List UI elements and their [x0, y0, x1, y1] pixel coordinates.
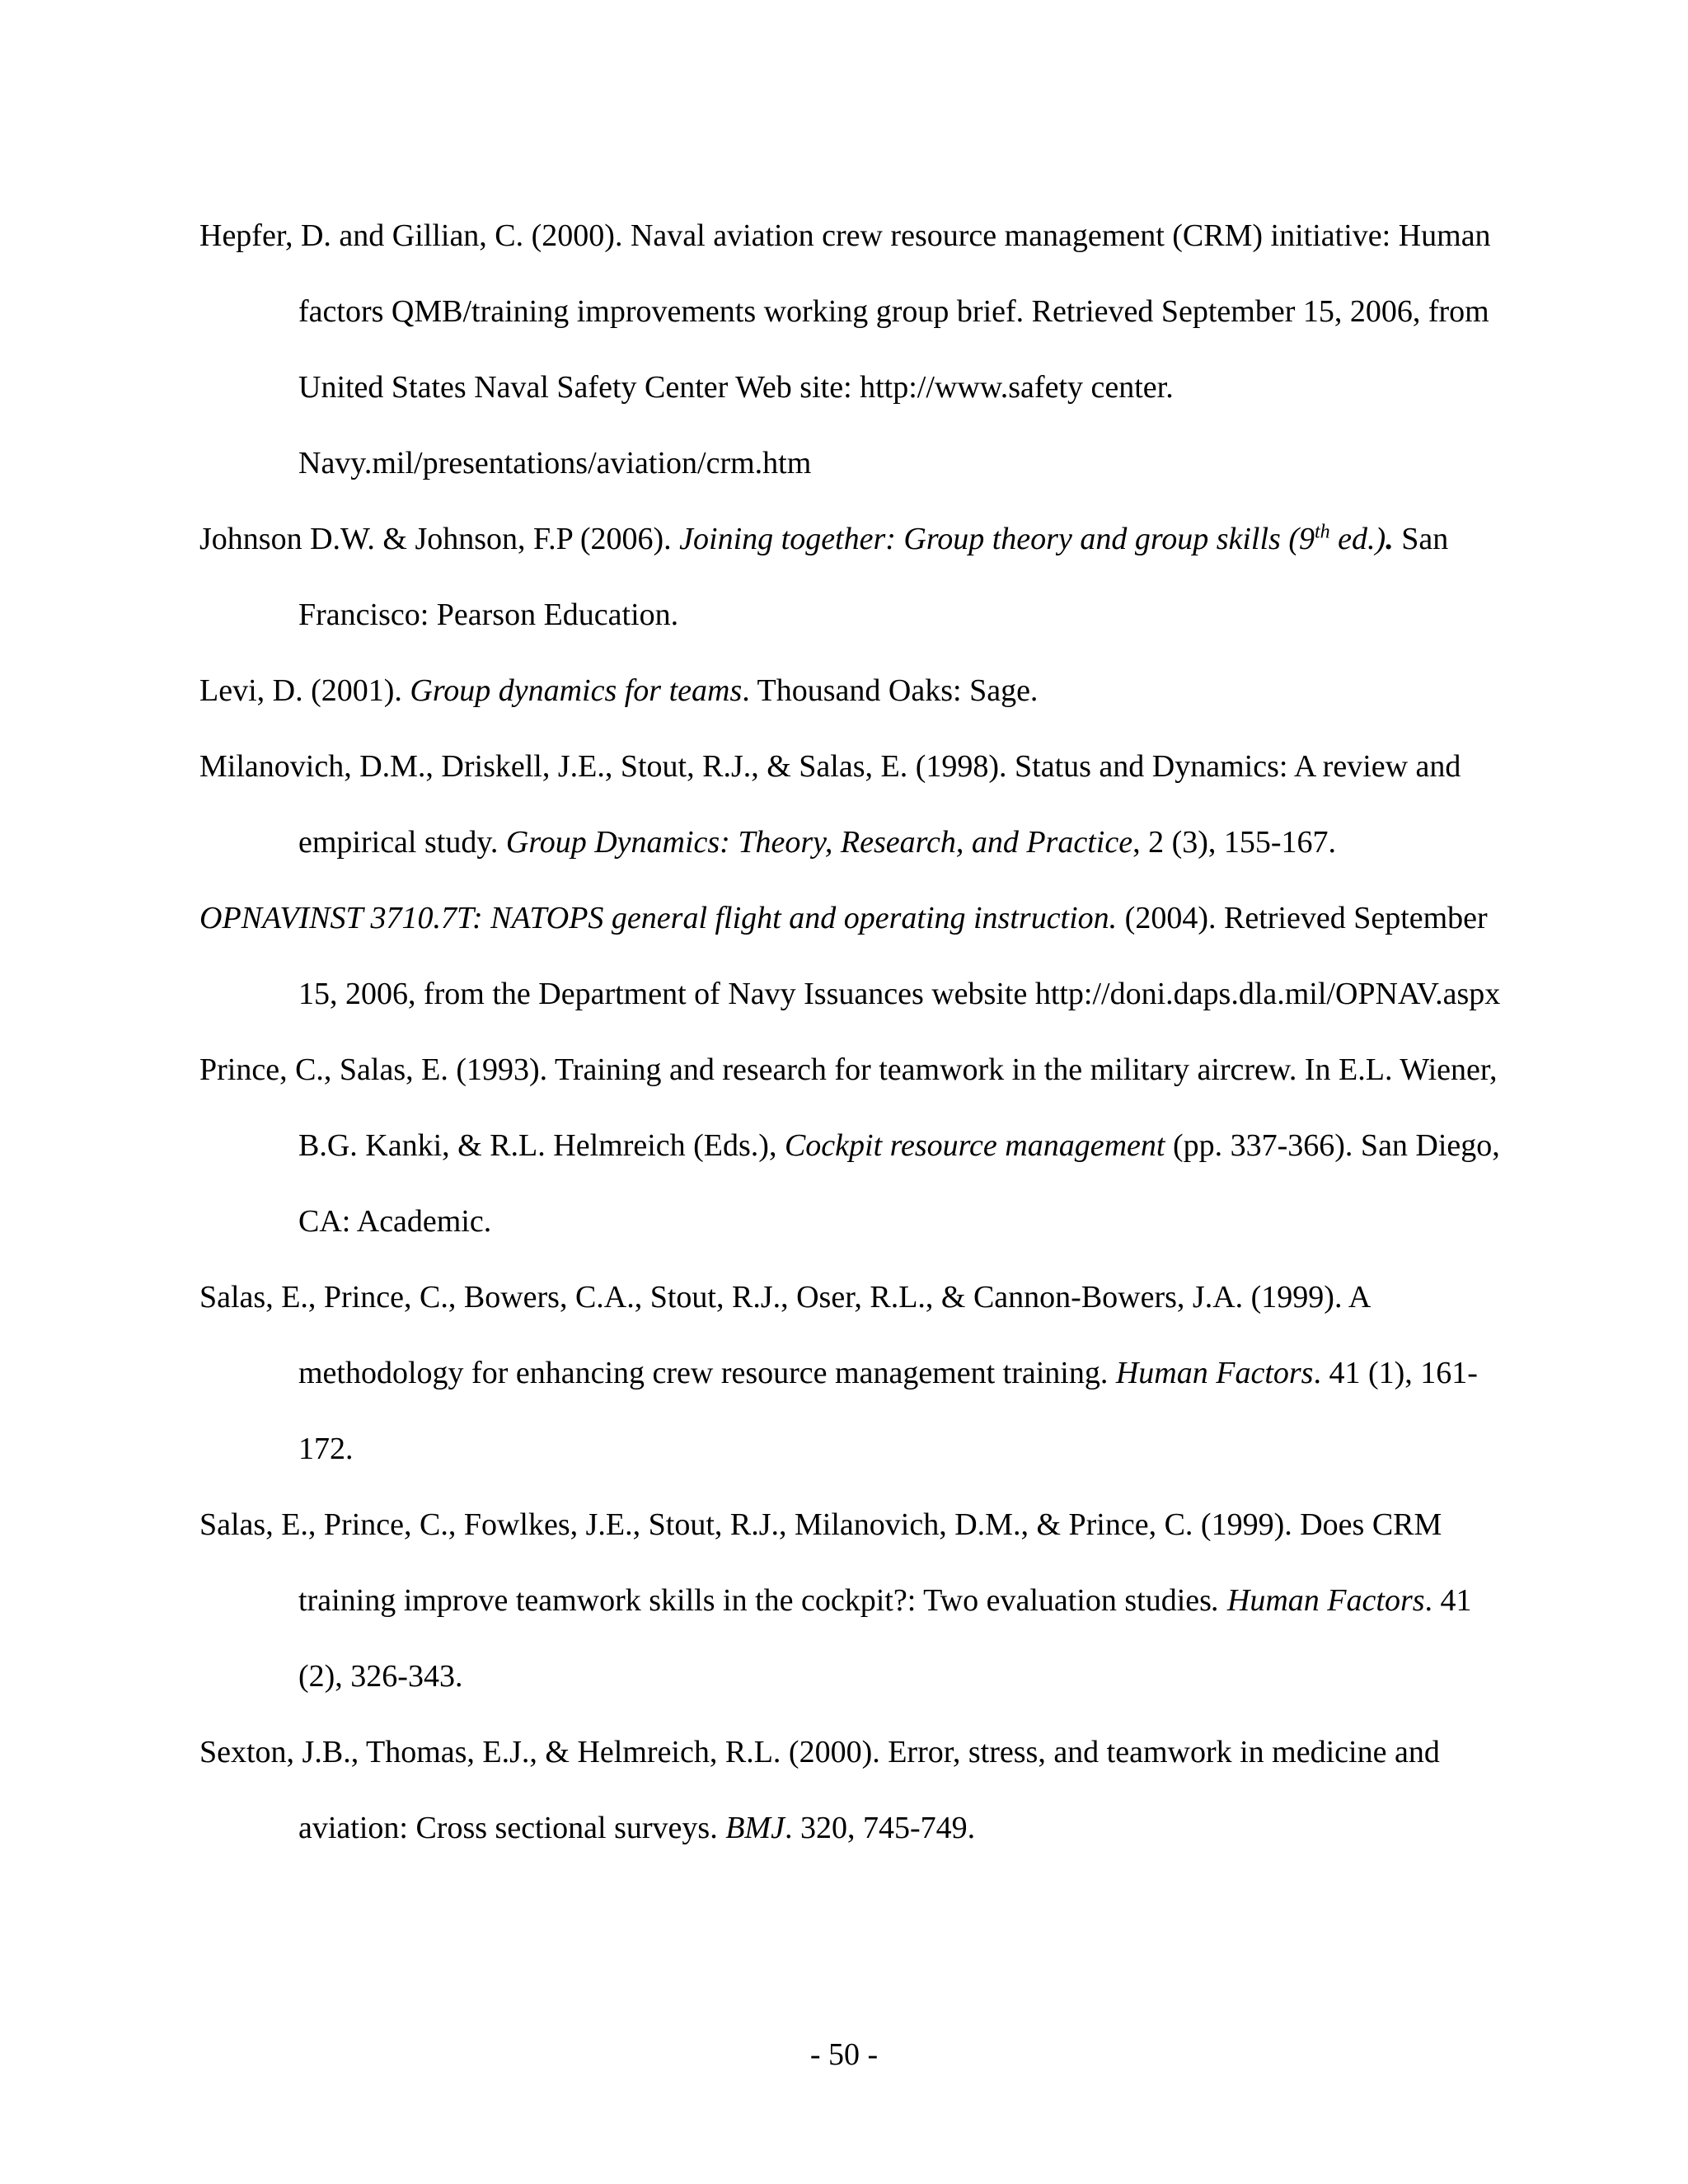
- reference-title: BMJ: [725, 1811, 785, 1845]
- reference-text-end: . Thousand Oaks: Sage.: [742, 673, 1039, 708]
- reference-johnson: [199, 501, 1502, 653]
- reference-text-end: . 320, 745-749.: [784, 1811, 976, 1845]
- reference-title: OPNAVINST 3710.7T: NATOPS general flight and operating instruction.: [199, 901, 1118, 935]
- reference-title: Group Dynamics: Theory, Research, and Practice: [505, 825, 1133, 860]
- reference-text-end: . 41 (2), 326-343.: [298, 1583, 1472, 1694]
- reference-title: Joining together: Group theory and group skills (9: [679, 522, 1315, 556]
- reference-opnavinst: [199, 880, 1502, 1032]
- reference-title-period: .: [1211, 1583, 1220, 1618]
- reference-sexton: [199, 1714, 1502, 1866]
- reference-salas-1999b: [199, 1487, 1502, 1714]
- reference-text: Salas, E., Prince, C., Bowers, C.A., Stout, R.J., Oser, R.L., & Cannon-Bowers, J.A. (1999). A methodology for enhancing crew resource management training.: [199, 1280, 1370, 1390]
- reference-text: Levi, D. (2001).: [199, 673, 410, 708]
- reference-text-end: , 2 (3), 155-167.: [1132, 825, 1337, 860]
- reference-title: Human Factors: [1115, 1356, 1314, 1390]
- reference-text: Milanovich, D.M., Driskell, J.E., Stout, R.J., & Salas, E. (1998). Status and Dynamics: A review and empirical study.: [199, 749, 1461, 860]
- reference-hepfer: [199, 198, 1502, 501]
- reference-salas-1999a: [199, 1259, 1502, 1487]
- reference-levi: [199, 653, 1502, 729]
- reference-text-end: . 41 (1), 161-172.: [298, 1356, 1478, 1466]
- reference-title-period: .: [1386, 522, 1394, 556]
- reference-prince: [199, 1032, 1502, 1259]
- reference-text: Hepfer, D. and Gillian, C. (2000). Naval aviation crew resource management (CRM) initiative: Human factors QMB/training improvements working group brief. Retrieved September 15, 2006, from United States Naval Safety Center Web site: http://www.safety center. Navy.mil/presentations/aviation/crm.htm: [199, 218, 1491, 480]
- reference-milanovich: [199, 729, 1502, 880]
- reference-title: Group dynamics for teams: [410, 673, 743, 708]
- reference-title-superscript: th: [1314, 521, 1330, 543]
- reference-title: Human Factors: [1219, 1583, 1425, 1618]
- reference-text-end: (pp. 337-366). San Diego, CA: Academic.: [298, 1128, 1500, 1239]
- reference-text-end: (2004). Retrieved September 15, 2006, from the Department of Navy Issuances website http://doni.daps.dla.mil/OPNAV.aspx: [298, 901, 1501, 1011]
- reference-title: Cockpit resource management: [784, 1128, 1165, 1163]
- reference-text-end: San Francisco: Pearson Education.: [298, 522, 1449, 632]
- page-number: - 50 -: [809, 2037, 879, 2072]
- reference-text: Johnson D.W. & Johnson, F.P (2006).: [199, 522, 680, 556]
- reference-text: Sexton, J.B., Thomas, E.J., & Helmreich, R.L. (2000). Error, stress, and teamwork in medicine and aviation: Cross sectional surveys.: [199, 1735, 1440, 1845]
- reference-text: Salas, E., Prince, C., Fowlkes, J.E., Stout, R.J., Milanovich, D.M., & Prince, C. (1999). Does CRM training improve teamwork skills in the cockpit?: Two evaluation studies: [199, 1507, 1442, 1618]
- reference-title-end: ed.): [1329, 522, 1386, 556]
- reference-list: [199, 198, 1502, 1866]
- reference-text: Prince, C., Salas, E. (1993). Training and research for teamwork in the military aircrew. In E.L. Wiener, B.G. Kanki, & R.L. Helmreich (Eds.),: [199, 1052, 1498, 1163]
